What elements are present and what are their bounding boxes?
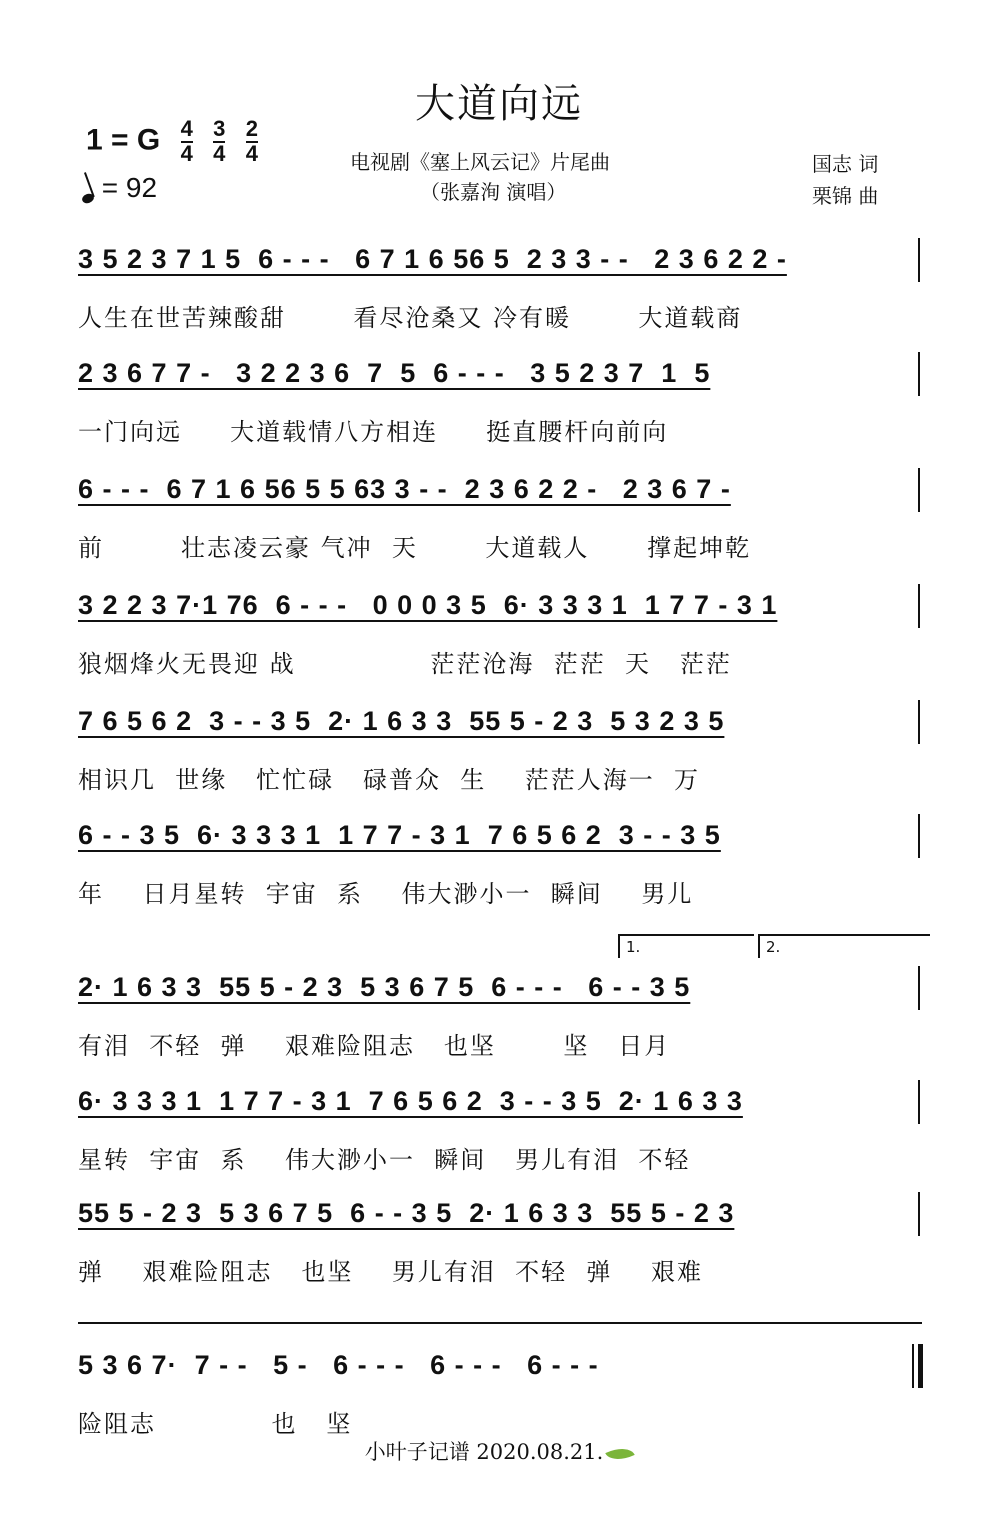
lyric-line: 有泪 不轻 弹 艰难险阻志 也坚 坚 日月 xyxy=(78,1032,671,1060)
notation-line: 2 3 6 7 7 - 3 2 2 3 6 7 5 6 - - - 3 5 2 3 7 1 5 xyxy=(78,358,711,388)
lyric-line: 相识几 世缘 忙忙碌 碌普众 生 茫茫人海一 万 xyxy=(78,766,701,794)
singer-credit: （张嘉洵 演唱） xyxy=(420,180,567,204)
footer-text: 小叶子记谱 2020.08.21. xyxy=(364,1440,604,1464)
footer-credit xyxy=(0,1436,998,1466)
time-signature-1: $\frac{4}{4}$ xyxy=(180,116,193,166)
subtitle: 电视剧《塞上风云记》片尾曲 xyxy=(350,150,610,174)
lyric-line: 险阻志 也 坚 xyxy=(78,1410,353,1438)
notation-line: 6 - - - 6 7 1 6 56 5 5 63 3 - - 2 3 6 2 2 - 2 3 6 7 - xyxy=(78,474,731,504)
barline xyxy=(918,1192,920,1236)
tempo-value: = 92 xyxy=(101,172,158,203)
song-title: 大道向远 xyxy=(415,81,583,127)
key-signature xyxy=(86,118,258,165)
notation-line: 6· 3 3 3 1 1 7 7 - 3 1 7 6 5 6 2 3 - - 3 5 2· 1 6 3 3 xyxy=(78,1086,743,1116)
lyric-line: 狼烟烽火无畏迎 战 茫茫沧海 茫茫 天 茫茫 xyxy=(78,650,732,678)
barline xyxy=(918,700,920,744)
lyric-line: 星转 宇宙 系 伟大渺小一 瞬间 男儿有泪 不轻 xyxy=(78,1146,691,1174)
barline xyxy=(918,352,920,396)
composer-credit: 栗锦 曲 xyxy=(812,184,879,208)
barline xyxy=(918,468,920,512)
notation-line: 6 - - 3 5 6· 3 3 3 1 1 7 7 - 3 1 7 6 5 6 2 3 - - 3 5 xyxy=(78,820,721,850)
quarter-note-icon xyxy=(81,192,95,205)
leaf-icon xyxy=(606,1442,635,1466)
notation-line: 3 2 2 3 7·1 76 6 - - - 0 0 0 3 5 6· 3 3 3 1 1 7 7 - 3 1 xyxy=(78,590,778,620)
lyric-line: 人生在世苦辣酸甜 看尽沧桑又 冷有暖 大道载商 xyxy=(78,304,743,332)
volta-1: 1. xyxy=(618,934,754,958)
tempo-marking xyxy=(82,172,157,204)
barline xyxy=(918,1080,920,1124)
score-row-4 xyxy=(78,590,930,678)
barline xyxy=(918,966,920,1010)
lyric-line: 弹 艰难险阻志 也坚 男儿有泪 不轻 弹 艰难 xyxy=(78,1258,703,1286)
score-row-1 xyxy=(78,244,930,332)
score-row-2 xyxy=(78,358,930,446)
time-signature-3: $\frac{2}{4}$ xyxy=(245,116,258,166)
barline xyxy=(918,584,920,628)
key-label: 1 = G xyxy=(86,123,161,157)
notation-line: 5 3 6 7· 7 - - 5 - 6 - - - 6 - - - 6 - - - xyxy=(78,1350,599,1380)
barline xyxy=(912,1344,914,1388)
time-signature-2: $\frac{3}{4}$ xyxy=(213,116,226,166)
score-row-8 xyxy=(78,1086,930,1174)
notation-line: 2· 1 6 3 3 55 5 - 2 3 5 3 6 7 5 6 - - - 6 - - 3 5 xyxy=(78,972,691,1002)
notation-line: 55 5 - 2 3 5 3 6 7 5 6 - - 3 5 2· 1 6 3 3 55 5 - 2 3 xyxy=(78,1198,735,1228)
score-row-9 xyxy=(78,1198,930,1286)
score-row-6 xyxy=(78,820,930,908)
lyric-line: 前 壮志凌云豪 气冲 天 大道载人 撑起坤乾 xyxy=(78,534,752,562)
final-line-bracket xyxy=(78,1322,922,1324)
score-row-5 xyxy=(78,706,930,794)
notation-line: 3 5 2 3 7 1 5 6 - - - 6 7 1 6 56 5 2 3 3 - - 2 3 6 2 2 - xyxy=(78,244,787,274)
volta-2: 2. xyxy=(758,934,930,958)
final-barline xyxy=(918,1344,923,1388)
lyricist-credit: 国志 词 xyxy=(812,152,879,176)
score-row-10 xyxy=(78,1350,930,1438)
barline xyxy=(918,238,920,282)
barline xyxy=(918,814,920,858)
lyric-line: 年 日月星转 宇宙 系 伟大渺小一 瞬间 男儿 xyxy=(78,880,694,908)
lyric-line: 一门向远 大道载情八方相连 挺直腰杆向前向 xyxy=(78,418,669,446)
score-row-3 xyxy=(78,474,930,562)
score-row-7 xyxy=(78,972,930,1060)
notation-line: 7 6 5 6 2 3 - - 3 5 2· 1 6 3 3 55 5 - 2 3 5 3 2 3 5 xyxy=(78,706,725,736)
